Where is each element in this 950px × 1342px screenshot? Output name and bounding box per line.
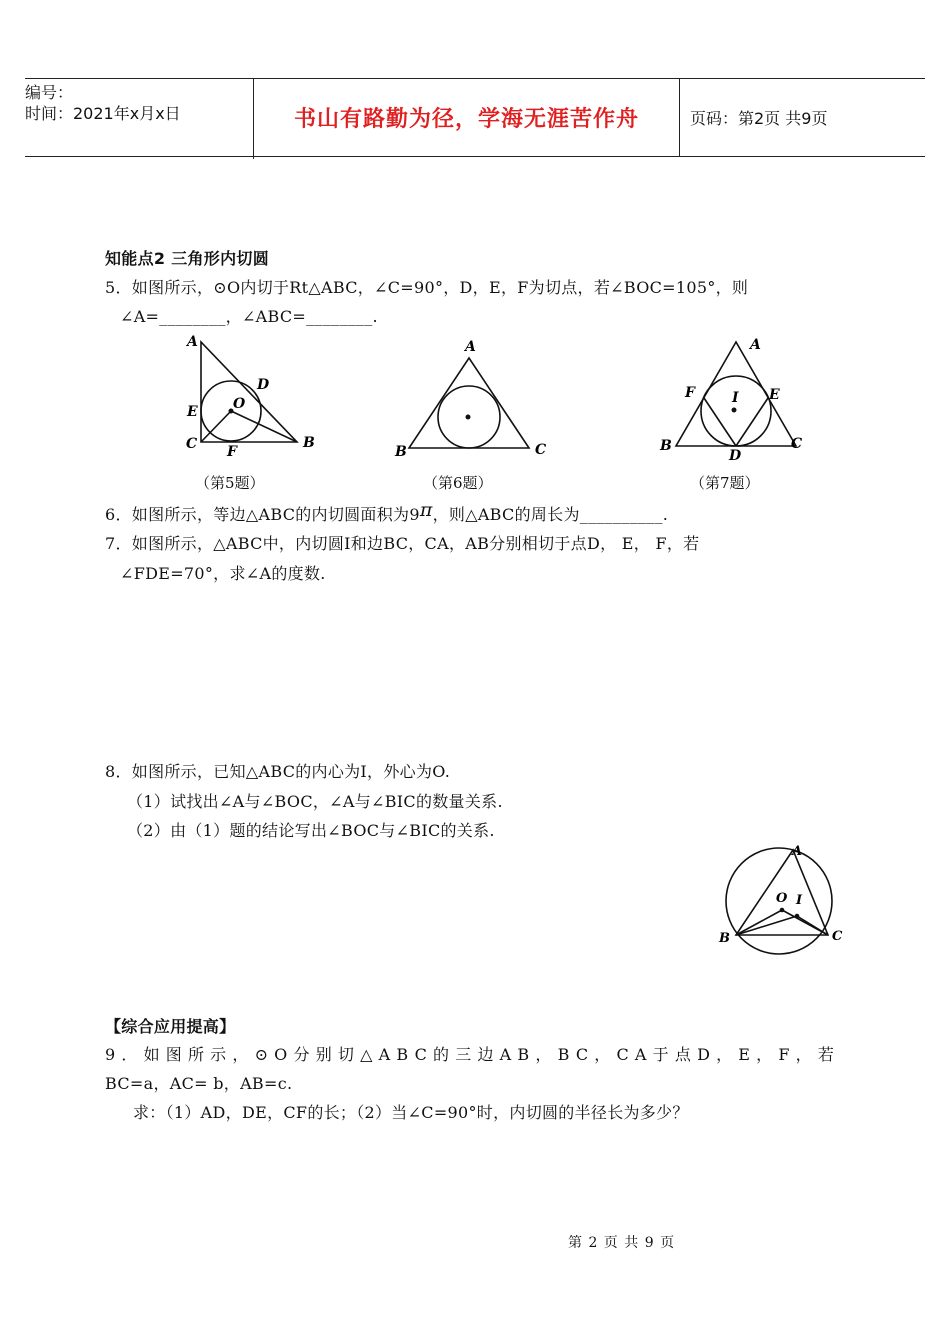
section-title: 知能点2 三角形内切圆 bbox=[105, 249, 270, 268]
fig8-label-C: C bbox=[832, 929, 843, 944]
figure-5-caption: （第5题） bbox=[195, 474, 265, 492]
figure-5-diagram bbox=[175, 330, 325, 465]
q6-line bbox=[105, 499, 669, 525]
q5-line1: 5．如图所示，⊙O内切于Rt△ABC，∠C=90°，D，E，F为切点，若∠BOC=105°，则 bbox=[105, 278, 749, 297]
q6-text-before: 6．如图所示，等边△ABC的内切圆面积为9 bbox=[105, 505, 420, 524]
fig5-label-D: D bbox=[257, 377, 270, 393]
fig7-label-D: D bbox=[729, 448, 742, 462]
fig5-label-B: B bbox=[303, 435, 315, 451]
pi-symbol: π bbox=[419, 499, 433, 521]
figure-7-diagram bbox=[652, 332, 822, 462]
fig8-label-A: A bbox=[792, 844, 803, 859]
fig5-label-F: F bbox=[227, 444, 237, 460]
q7-line2: ∠FDE=70°，求∠A的度数. bbox=[120, 564, 326, 583]
q6-text-after: ，则△ABC的周长为__________. bbox=[432, 505, 669, 524]
figure-7-caption: （第7题） bbox=[690, 474, 760, 492]
fig7-label-I: I bbox=[732, 390, 739, 406]
q8-line2: （1）试找出∠A与∠BOC，∠A与∠BIC的数量关系. bbox=[127, 792, 503, 811]
fig6-label-C: C bbox=[535, 442, 547, 458]
fig8-label-O: O bbox=[776, 891, 788, 906]
header-left-cell bbox=[25, 79, 254, 159]
fig5-label-A: A bbox=[187, 334, 198, 350]
fig7-label-B: B bbox=[660, 438, 672, 454]
fig6-label-B: B bbox=[395, 444, 407, 460]
fig7-label-A: A bbox=[750, 337, 761, 353]
fig7-label-C: C bbox=[791, 436, 803, 452]
fig5-label-O: O bbox=[233, 396, 246, 412]
q9-line1: 9．如图所示，⊙O分别切△ABC的三边AB，BC，CA于点D，E，F，若 bbox=[105, 1045, 841, 1064]
page-code: 页码：第2页 共9页 bbox=[690, 109, 828, 128]
q7-line1: 7．如图所示，△ABC中，内切圆I和边BC，CA，AB分别相切于点D， E， F，若 bbox=[105, 534, 700, 553]
q5-line2: ∠A=________，∠ABC=________. bbox=[120, 307, 378, 326]
q8-line1: 8．如图所示，已知△ABC的内心为I，外心为O. bbox=[105, 762, 451, 781]
number-label: 编号： bbox=[25, 83, 74, 102]
time-label: 时间：2021年x月x日 bbox=[25, 104, 181, 123]
fig7-label-E: E bbox=[769, 387, 780, 403]
q9-line2: BC=a，AC= b，AB=c. bbox=[105, 1074, 293, 1093]
fig5-label-E: E bbox=[187, 404, 198, 420]
fig8-label-B: B bbox=[719, 931, 730, 946]
figure-8-diagram bbox=[712, 838, 852, 970]
motto: 书山有路勤为径，学海无涯苦作舟 bbox=[254, 79, 680, 156]
fig7-label-F: F bbox=[685, 385, 695, 401]
q8-line3: （2）由（1）题的结论写出∠BOC与∠BIC的关系. bbox=[127, 821, 495, 840]
section-title-comprehensive: 【综合应用提高】 bbox=[105, 1017, 236, 1036]
fig5-label-C: C bbox=[186, 436, 198, 452]
q9-line3: 求：（1）AD，DE，CF的长；（2）当∠C=90°时，内切圆的半径长为多少？ bbox=[133, 1103, 689, 1122]
fig6-label-A: A bbox=[465, 339, 476, 355]
fig8-label-I: I bbox=[796, 893, 803, 908]
figure-6-caption: （第6题） bbox=[423, 474, 493, 492]
header-table bbox=[25, 78, 925, 157]
page-footer: 第 2 页 共 9 页 bbox=[568, 1235, 676, 1251]
figure-6-diagram bbox=[390, 336, 560, 466]
